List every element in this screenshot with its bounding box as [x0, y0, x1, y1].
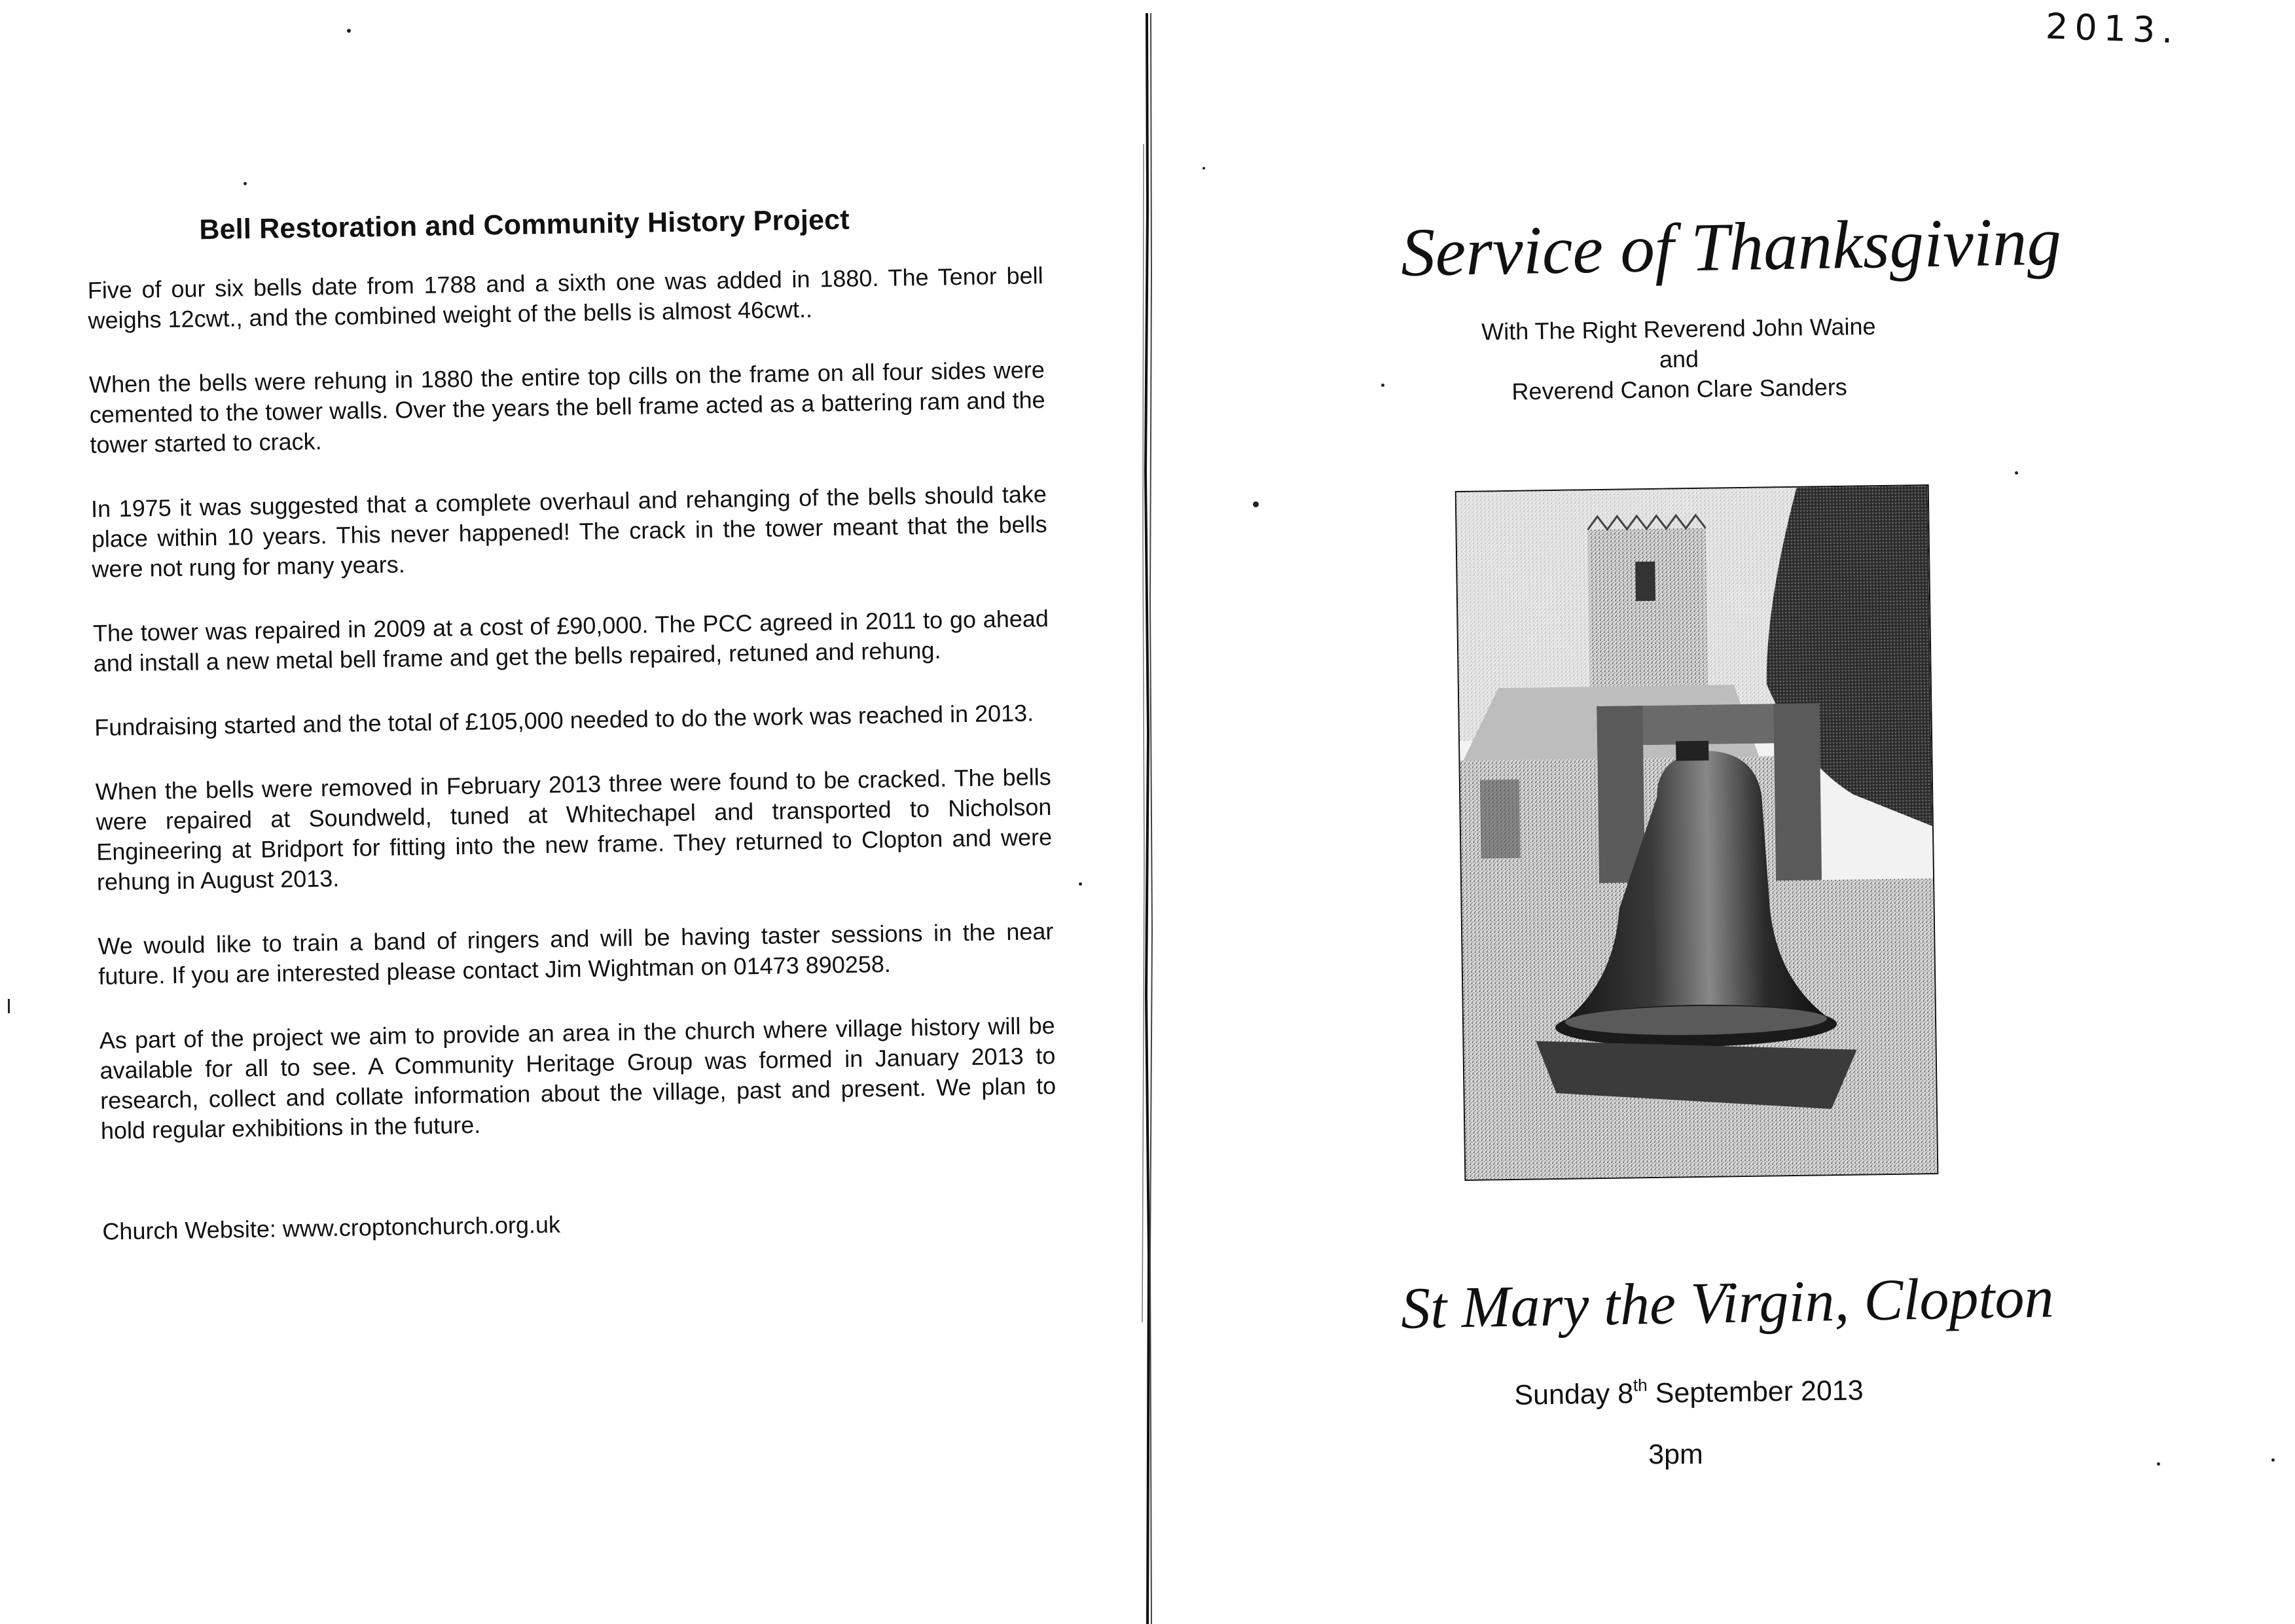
bell-restoration-article — [86, 201, 1058, 1247]
church-name: St Mary the Virgin, Clopton — [1400, 1265, 2055, 1341]
scan-speck — [1253, 501, 1259, 507]
service-date-suffix: th — [1633, 1375, 1648, 1396]
service-date-day: Sunday 8 — [1514, 1378, 1634, 1411]
article-paragraph: Five of our six bells date from 1788 and a sixth one was added in 1880. The Tenor bell weighs 12cwt., and the combined weight of the bells is almost 46cwt.. — [87, 262, 1043, 334]
service-time: 3pm — [1648, 1439, 1703, 1470]
handwritten-year-note: 2013. — [2044, 5, 2180, 52]
church-bell-photo — [1455, 484, 1939, 1181]
article-paragraph: We would like to train a band of ringers and will be having taster sessions in the near future. If you are interested please contact Jim Wightman on 01473 890258. — [98, 917, 1054, 990]
left-page — [0, 0, 1126, 1624]
service-date — [1447, 1371, 1932, 1413]
article-paragraph: When the bells were rehung in 1880 the entire top cills on the frame on all four sides were cemented to the tower walls. Over the years the bell frame acted as a battering ram and the tower started to crack. — [88, 356, 1045, 458]
scan-speck — [1381, 384, 1384, 387]
article-paragraph: In 1975 it was suggested that a complete overhaul and rehanging of the bells should take place within 10 years. This never happened! The crack in the tower meant that the bells were not rung for many years. — [90, 480, 1047, 583]
service-title: Service of Thanksgiving — [1400, 202, 2062, 291]
article-paragraph: The tower was repaired in 2009 at a cost of £90,000. The PCC agreed in 2011 to go ahead and install a new metal bell frame and get the bells repaired, retuned and rehung. — [92, 604, 1049, 677]
article-title: Bell Restoration and Community History Project — [198, 204, 850, 246]
officiant-line: Reverend Canon Clare Sanders — [1511, 373, 1848, 405]
scan-speck — [2271, 1458, 2275, 1462]
officiants — [1439, 311, 1919, 408]
service-date-month-year: September 2013 — [1647, 1375, 1864, 1409]
officiant-line: With The Right Reverend John Waine — [1481, 312, 1876, 346]
scan-speck — [2157, 1462, 2160, 1466]
scan-speck — [1202, 167, 1205, 170]
article-paragraph: As part of the project we aim to provide an area in the church where village history will be available for all to see. A Community Heritage Group was formed in January 2013 to research, collect and collate information about the village, past and present. We plan to hold regular exhibitions in the future. — [99, 1011, 1057, 1144]
article-paragraph: Fundraising started and the total of £105,000 needed to do the work was reached in 2013. — [94, 699, 1034, 741]
officiant-line: and — [1659, 345, 1699, 373]
church-website: Church Website: www.croptonchurch.org.uk — [102, 1210, 561, 1245]
bell-illustration — [1456, 486, 1938, 1180]
article-paragraph: When the bells were removed in February 2013 three were found to be cracked. The bells were repaired at Soundweld, tuned at Whitechapel and transported to Nicholson Engineering at Bridport for fitting into the new frame. They returned to Clopton and were rehung in August 2013. — [95, 763, 1053, 895]
scan-speck — [2015, 471, 2018, 475]
page-fold-line — [1131, 13, 1166, 1624]
